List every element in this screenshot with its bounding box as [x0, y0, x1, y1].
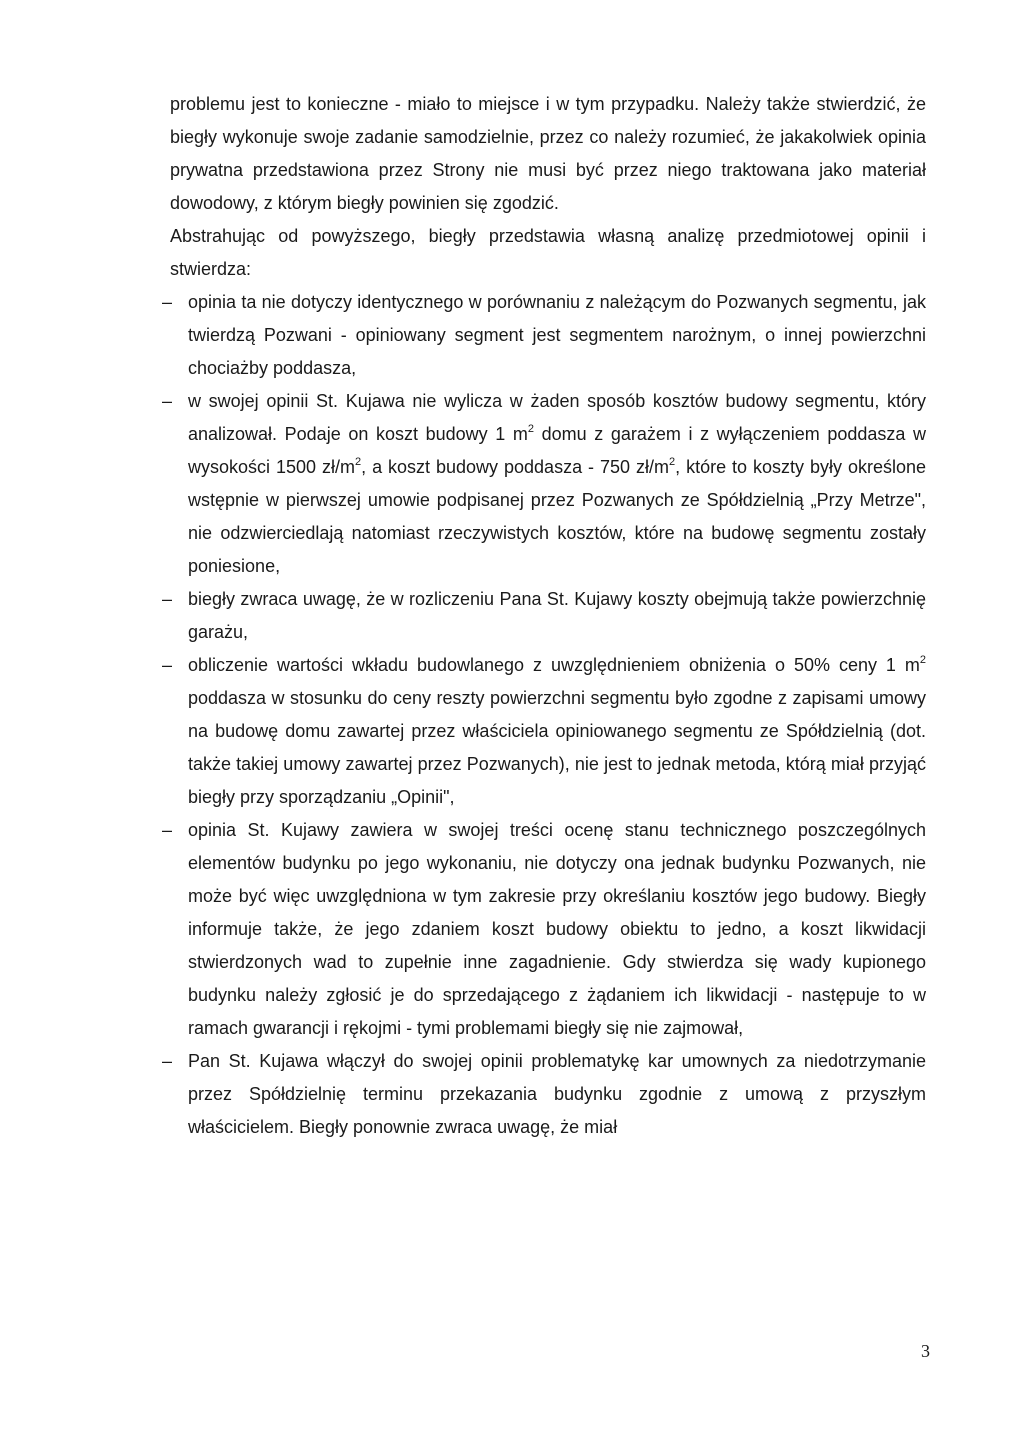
list-item [170, 649, 926, 814]
page-number: 3 [921, 1341, 930, 1361]
superscript: 2 [668, 456, 676, 468]
list-item-text: obliczenie wartości wkładu budowlanego z uwzględnieniem obniżenia o 50% ceny 1 m [188, 655, 920, 675]
list-item [170, 385, 926, 583]
list-item: – biegły zwraca uwagę, że w rozliczeniu Pana St. Kujawy koszty obejmują także powierzchnię garażu, [170, 583, 926, 649]
superscript: 2 [919, 654, 926, 666]
list-item-text: poddasza w stosunku do ceny reszty powierzchni segmentu było zgodne z zapisami umowy na budowę domu zawartej przez właściciela opiniowanego segmentu ze Spółdzielnią (dot. także takiej umowy zawartej przez Pozwanych), nie jest to jednak metoda, którą miał przyjąć biegły przy sporządzaniu „Opinii", [188, 688, 926, 807]
list-item: – opinia ta nie dotyczy identycznego w porównaniu z należącym do Pozwanych segmentu, jak twierdzą Pozwani - opiniowany segment jest segmentem narożnym, o innej powierzchni chociażby poddasza, [170, 286, 926, 385]
document-page [170, 88, 926, 1144]
paragraph-intro: problemu jest to konieczne - miało to miejsce i w tym przypadku. Należy także stwierdzić, że biegły wykonuje swoje zadanie samodzielnie, przez co należy rozumieć, że jakakolwiek opinia prywatna przedstawiona przez Strony nie musi być przez niego traktowana jako materiał dowodowy, z którym biegły powinien się zgodzić. [170, 94, 926, 213]
list-item-text: , a koszt budowy poddasza - 750 zł/m [361, 457, 669, 477]
list-item-text: , które to koszty były określone wstępnie w pierwszej umowie podpisanej przez Pozwanych ze Spółdzielnią „Przy Metrze", nie odzwierciedlają natomiast rzeczywistych kosztów, które na budowę segmentu zostały poniesione, [188, 457, 926, 576]
list-item: – opinia St. Kujawy zawiera w swojej treści ocenę stanu technicznego poszczególnych elementów budynku po jego wykonaniu, nie dotyczy ona jednak budynku Pozwanych, nie może być więc uwzględniona w tym zakresie przy określaniu kosztów jego budowy. Biegły informuje także, że jego zdaniem koszt budowy obiektu to jedno, a koszt likwidacji stwierdzonych wad to zupełnie inne zagadnienie. Gdy stwierdza się wady kupionego budynku należy zgłosić je do sprzedającego z żądaniem ich likwidacji - następuje to w ramach gwarancji i rękojmi - tymi problemami biegły się nie zajmował, [170, 814, 926, 1045]
paragraph-analysis-lead: Abstrahując od powyższego, biegły przedstawia własną analizę przedmiotowej opinii i stwierdza: [170, 226, 926, 279]
list-item: – Pan St. Kujawa włączył do swojej opinii problematykę kar umownych za niedotrzymanie przez Spółdzielnię terminu przekazania budynku zgodnie z umową z przyszłym właścicielem. Biegły ponownie zwraca uwagę, że miał [170, 1045, 926, 1144]
superscript: 2 [354, 456, 362, 468]
superscript: 2 [527, 423, 534, 435]
findings-list [170, 286, 926, 1144]
list-item-text: w swojej opinii St. Kujawa nie wylicza w żaden sposób kosztów budowy segmentu, który analizował. Podaje on koszt budowy 1 m [188, 391, 926, 444]
list-item-text: domu z garażem i z wyłączeniem poddasza w wysokości 1500 zł/m [188, 424, 926, 477]
